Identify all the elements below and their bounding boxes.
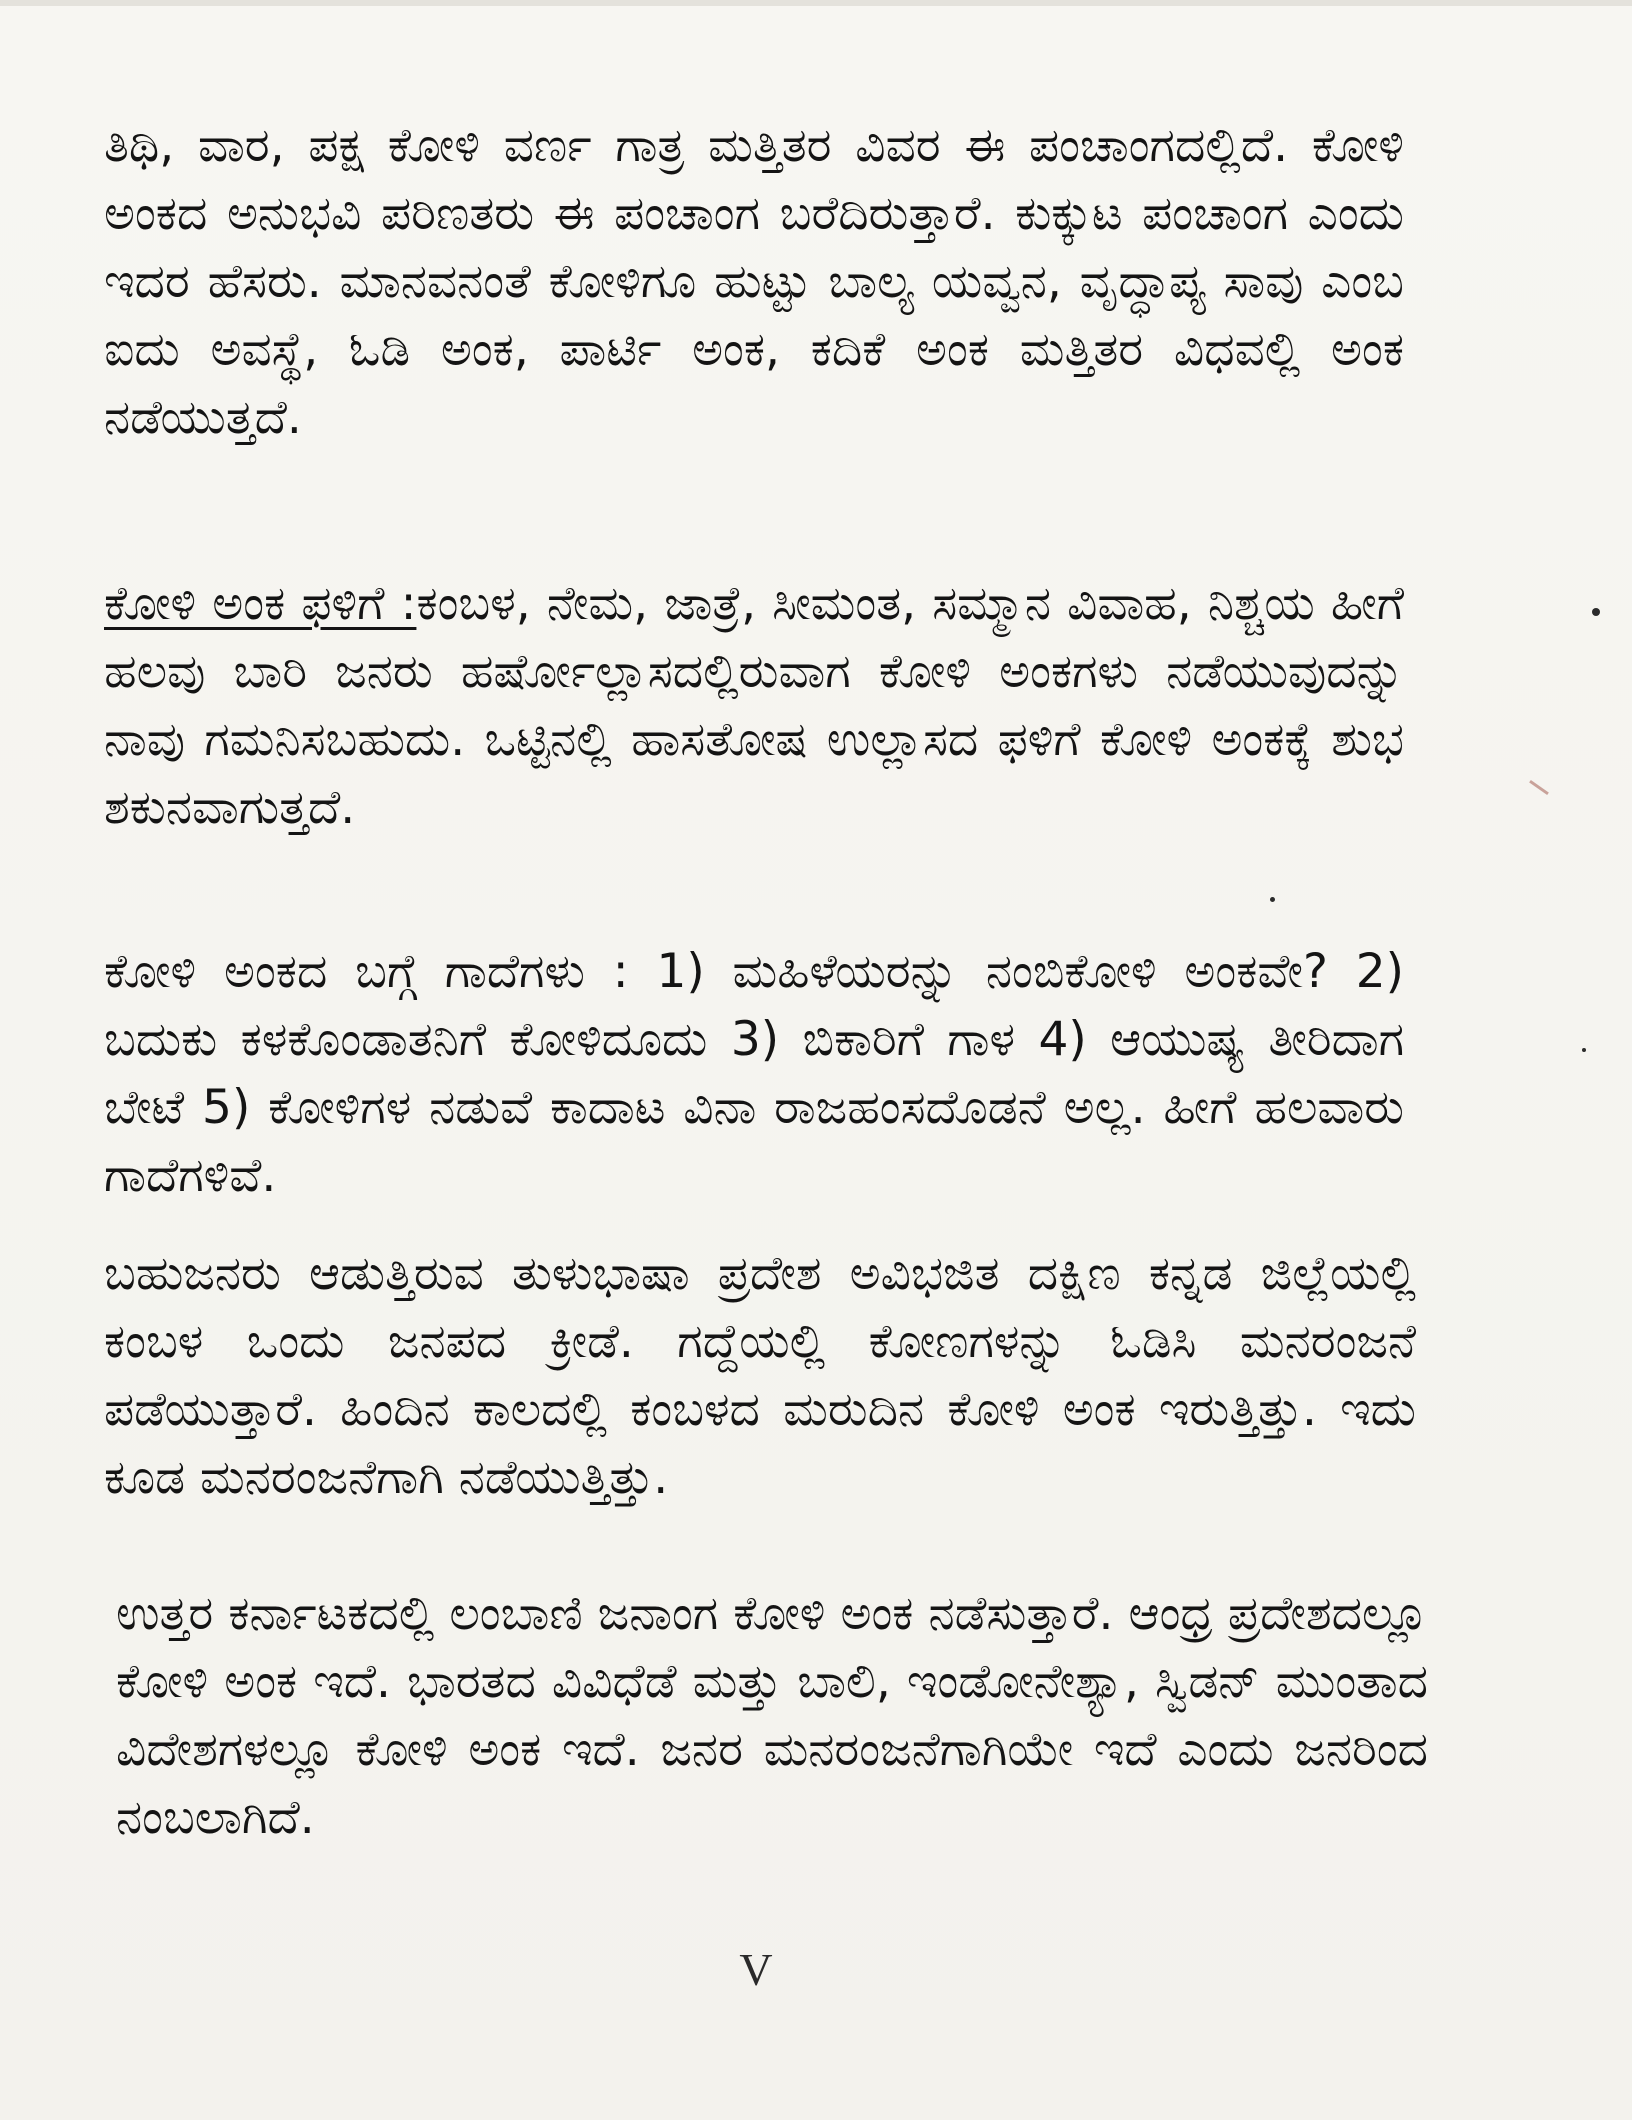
section-heading: ಕೋಳಿ ಅಂಕ ಫಳಿಗೆ : [104,576,417,631]
paragraph-proverbs: ಕೋಳಿ ಅಂಕದ ಬಗ್ಗೆ ಗಾದೆಗಳು : 1) ಮಹಿಳೆಯರನ್ನು ನಂಬಿಕೋಳಿ ಅಂಕವೇ? 2) ಬದುಕು ಕಳಕೊಂಡಾತನಿಗೆ ಕೋಳಿದೂದು 3) ಬಿಕಾರಿಗೆ ಗಾಳ 4) ಆಯುಷ್ಯ ತೀರಿದಾಗ ಬೇಟೆ 5) ಕೋಳಿಗಳ ನಡುವೆ ಕಾದಾಟ ವಿನಾ ರಾಜಹಂಸದೊಡನೆ ಅಲ್ಲ. ಹೀಗೆ ಹಲವಾರು ಗಾದೆಗಳಿವೆ. [104,944,1404,1203]
paper-mark [1529,780,1549,795]
paragraph-occasions [104,570,1404,842]
page-number: V [739,1944,773,1995]
paper-speck [1592,608,1600,616]
paper-speck [1270,897,1275,902]
paragraph-occasions-text: ಕಂಬಳ, ನೇಮ, ಜಾತ್ರೆ, ಸೀಮಂತ, ಸಮ್ಮಾನ ವಿವಾಹ, ನಿಶ್ಚಯ ಹೀಗೆ ಹಲವು ಬಾರಿ ಜನರು ಹರ್ಷೋಲ್ಲಾಸದಲ್ಲಿರುವಾಗ ಕೋಳಿ ಅಂಕಗಳು ನಡೆಯುವುದನ್ನು ನಾವು ಗಮನಿಸಬಹುದು. ಒಟ್ಟಿನಲ್ಲಿ ಹಾಸತೋಷ ಉಲ್ಲಾಸದ ಫಳಿಗೆ ಕೋಳಿ ಅಂಕಕ್ಕೆ ಶುಭ ಶಕುನವಾಗುತ್ತದೆ. [104,576,1404,835]
page-top-edge [0,0,1632,6]
paper-speck [1582,1048,1586,1052]
paragraph-kambala: ಬಹುಜನರು ಆಡುತ್ತಿರುವ ತುಳುಭಾಷಾ ಪ್ರದೇಶ ಅವಿಭಜಿತ ದಕ್ಷಿಣ ಕನ್ನಡ ಜಿಲ್ಲೆಯಲ್ಲಿ ಕಂಬಳ ಒಂದು ಜನಪದ ಕ್ರೀಡೆ. ಗದ್ದೆಯಲ್ಲಿ ಕೋಣಗಳನ್ನು ಓಡಿಸಿ ಮನರಂಜನೆ ಪಡೆಯುತ್ತಾರೆ. ಹಿಂದಿನ ಕಾಲದಲ್ಲಿ ಕಂಬಳದ ಮರುದಿನ ಕೋಳಿ ಅಂಕ ಇರುತ್ತಿತ್ತು. ಇದು ಕೂಡ ಮನರಂಜನೆಗಾಗಿ ನಡೆಯುತ್ತಿತ್ತು. [104,1246,1416,1505]
paragraph-panchanga: ತಿಥಿ, ವಾರ, ಪಕ್ಷ ಕೋಳಿ ವರ್ಣ ಗಾತ್ರ ಮತ್ತಿತರ ವಿವರ ಈ ಪಂಚಾಂಗದಲ್ಲಿದೆ. ಕೋಳಿ ಅಂಕದ ಅನುಭವಿ ಪರಿಣತರು ಈ ಪಂಚಾಂಗ ಬರೆದಿರುತ್ತಾರೆ. ಕುಕ್ಕುಟ ಪಂಚಾಂಗ ಎಂದು ಇದರ ಹೆಸರು. ಮಾನವನಂತೆ ಕೋಳಿಗೂ ಹುಟ್ಟು ಬಾಲ್ಯ ಯವ್ವನ, ವೃದ್ಧಾಪ್ಯ ಸಾವು ಎಂಬ ಐದು ಅವಸ್ಥೆ, ಓಡಿ ಅಂಕ, ಪಾರ್ಟಿ ಅಂಕ, ಕದಿಕೆ ಅಂಕ ಮತ್ತಿತರ ವಿಧವಲ್ಲಿ ಅಂಕ ನಡೆಯುತ್ತದೆ. [104,118,1404,445]
paragraph-regions: ಉತ್ತರ ಕರ್ನಾಟಕದಲ್ಲಿ ಲಂಬಾಣಿ ಜನಾಂಗ ಕೋಳಿ ಅಂಕ ನಡೆಸುತ್ತಾರೆ. ಆಂಧ್ರ ಪ್ರದೇಶದಲ್ಲೂ ಕೋಳಿ ಅಂಕ ಇದೆ. ಭಾರತದ ವಿವಿಧೆಡೆ ಮತ್ತು ಬಾಲಿ, ಇಂಡೋನೇಶ್ಯಾ, ಸ್ವಿಡನ್ ಮುಂತಾದ ವಿದೇಶಗಳಲ್ಲೂ ಕೋಳಿ ಅಂಕ ಇದೆ. ಜನರ ಮನರಂಜನೆಗಾಗಿಯೇ ಇದೆ ಎಂದು ಜನರಿಂದ ನಂಬಲಾಗಿದೆ. [116,1586,1428,1845]
